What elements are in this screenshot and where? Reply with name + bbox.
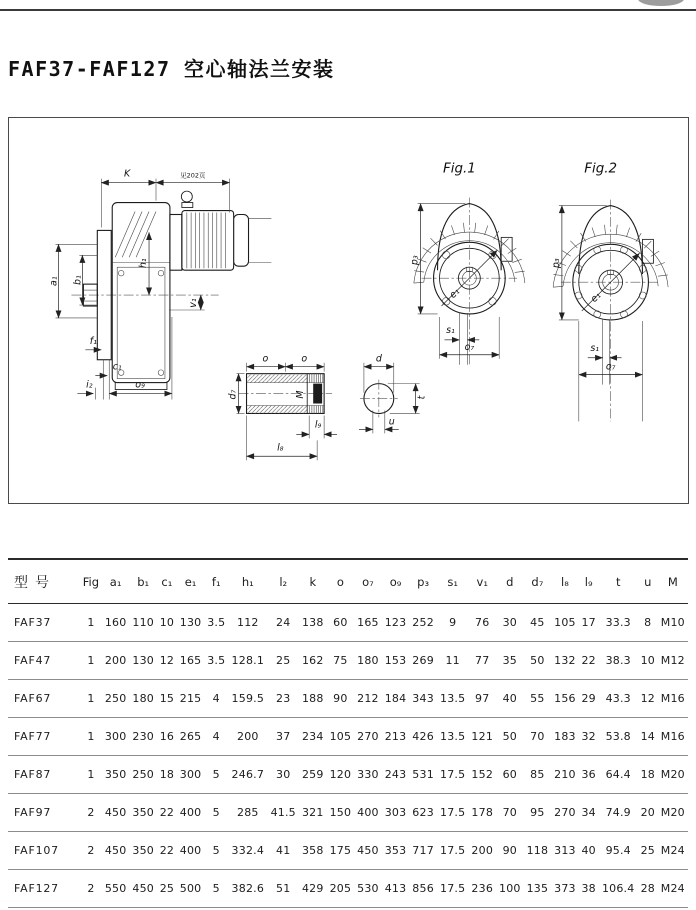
- value-cell: 243: [382, 756, 410, 794]
- col-header-19: l₉: [579, 559, 599, 604]
- dim-label-u: u: [388, 416, 395, 428]
- dim-label-l9: l₉: [314, 419, 322, 431]
- value-cell: 36: [579, 756, 599, 794]
- value-cell: 13.5: [437, 680, 469, 718]
- value-cell: 74.9: [599, 794, 638, 832]
- value-cell: 2: [80, 832, 102, 870]
- value-cell: 135: [524, 870, 552, 908]
- value-cell: 1: [80, 718, 102, 756]
- value-cell: 212: [354, 680, 382, 718]
- table-row: [8, 680, 688, 718]
- value-cell: 180: [129, 680, 157, 718]
- col-header-1: Fig: [80, 559, 102, 604]
- dim-label-p3-fig1: p₃: [409, 255, 421, 266]
- value-cell: 16: [157, 718, 177, 756]
- value-cell: 313: [551, 832, 579, 870]
- value-cell: 450: [354, 832, 382, 870]
- dim-label-i2: i₂: [86, 379, 93, 391]
- value-cell: 205: [327, 870, 355, 908]
- value-cell: 22: [579, 642, 599, 680]
- fig1-label: Fig.1: [443, 161, 476, 177]
- value-cell: 150: [327, 794, 355, 832]
- value-cell: 34: [579, 794, 599, 832]
- value-cell: 200: [468, 832, 496, 870]
- table-row: [8, 756, 688, 794]
- value-cell: 100: [496, 870, 524, 908]
- value-cell: 41: [267, 832, 299, 870]
- page-title: FAF37-FAF127 空心轴法兰安装: [8, 57, 335, 81]
- value-cell: 17.5: [437, 794, 469, 832]
- value-cell: 250: [102, 680, 130, 718]
- value-cell: 165: [177, 642, 205, 680]
- value-cell: 64.4: [599, 756, 638, 794]
- value-cell: 32: [579, 718, 599, 756]
- value-cell: 23: [267, 680, 299, 718]
- col-header-12: o₉: [382, 559, 410, 604]
- col-header-9: k: [299, 559, 327, 604]
- value-cell: 11: [437, 642, 469, 680]
- value-cell: 17.5: [437, 832, 469, 870]
- col-header-3: b₁: [129, 559, 157, 604]
- value-cell: 40: [579, 832, 599, 870]
- value-cell: M12: [658, 642, 688, 680]
- value-cell: 165: [354, 604, 382, 642]
- value-cell: 60: [496, 756, 524, 794]
- value-cell: 358: [299, 832, 327, 870]
- value-cell: 123: [382, 604, 410, 642]
- value-cell: 105: [551, 604, 579, 642]
- value-cell: 450: [102, 832, 130, 870]
- value-cell: 18: [638, 756, 658, 794]
- value-cell: 50: [524, 642, 552, 680]
- value-cell: 156: [551, 680, 579, 718]
- dim-label-t: t: [416, 395, 428, 400]
- col-header-10: o: [327, 559, 355, 604]
- side-view-drawing: [49, 169, 272, 400]
- value-cell: 623: [409, 794, 437, 832]
- table-row: [8, 718, 688, 756]
- value-cell: 40: [496, 680, 524, 718]
- table-row: [8, 604, 688, 642]
- col-header-15: v₁: [468, 559, 496, 604]
- value-cell: M10: [658, 604, 688, 642]
- keyway-section: [359, 354, 428, 434]
- value-cell: M16: [658, 718, 688, 756]
- value-cell: 426: [409, 718, 437, 756]
- model-cell: FAF77: [8, 718, 80, 756]
- value-cell: M16: [658, 680, 688, 718]
- value-cell: 269: [409, 642, 437, 680]
- value-cell: 60: [327, 604, 355, 642]
- value-cell: 350: [102, 756, 130, 794]
- value-cell: 121: [468, 718, 496, 756]
- model-cell: FAF97: [8, 794, 80, 832]
- value-cell: 175: [327, 832, 355, 870]
- value-cell: 321: [299, 794, 327, 832]
- value-cell: 90: [496, 832, 524, 870]
- value-cell: 353: [382, 832, 410, 870]
- value-cell: 132: [551, 642, 579, 680]
- value-cell: 70: [524, 718, 552, 756]
- value-cell: 200: [228, 718, 267, 756]
- value-cell: 3.5: [204, 642, 228, 680]
- model-cell: FAF37: [8, 604, 80, 642]
- model-cell: FAF87: [8, 756, 80, 794]
- col-header-21: u: [638, 559, 658, 604]
- value-cell: 4: [204, 718, 228, 756]
- value-cell: 128.1: [228, 642, 267, 680]
- value-cell: 265: [177, 718, 205, 756]
- value-cell: 138: [299, 604, 327, 642]
- dim-label-k: K: [124, 168, 131, 180]
- col-header-11: o₇: [354, 559, 382, 604]
- value-cell: 38.3: [599, 642, 638, 680]
- dim-label-a1: a₁: [48, 276, 60, 286]
- value-cell: 1: [80, 680, 102, 718]
- publisher-logo-icon: [638, 0, 684, 6]
- dim-label-b1: b₁: [72, 275, 84, 286]
- value-cell: 120: [327, 756, 355, 794]
- value-cell: M20: [658, 756, 688, 794]
- dim-label-l8: l₈: [277, 442, 284, 454]
- value-cell: 12: [638, 680, 658, 718]
- value-cell: 9: [437, 604, 469, 642]
- value-cell: 3.5: [204, 604, 228, 642]
- dim-label-o7-fig1: o₇: [464, 341, 475, 353]
- value-cell: 343: [409, 680, 437, 718]
- value-cell: 1: [80, 604, 102, 642]
- value-cell: 95: [524, 794, 552, 832]
- value-cell: 1: [80, 756, 102, 794]
- value-cell: 18: [157, 756, 177, 794]
- value-cell: 215: [177, 680, 205, 718]
- dimension-table: [8, 558, 688, 908]
- table-row: [8, 642, 688, 680]
- value-cell: 259: [299, 756, 327, 794]
- value-cell: 10: [638, 642, 658, 680]
- value-cell: 270: [354, 718, 382, 756]
- col-header-0: 型号: [8, 559, 80, 604]
- col-header-14: s₁: [437, 559, 469, 604]
- value-cell: 95.4: [599, 832, 638, 870]
- value-cell: 70: [496, 794, 524, 832]
- value-cell: M24: [658, 832, 688, 870]
- dim-label-s1-fig1: s₁: [446, 324, 455, 336]
- value-cell: 332.4: [228, 832, 267, 870]
- col-header-22: M: [658, 559, 688, 604]
- value-cell: 25: [157, 870, 177, 908]
- value-cell: 250: [129, 756, 157, 794]
- value-cell: 75: [327, 642, 355, 680]
- value-cell: 22: [157, 794, 177, 832]
- value-cell: 400: [177, 832, 205, 870]
- model-cell: FAF107: [8, 832, 80, 870]
- value-cell: 17.5: [437, 756, 469, 794]
- value-cell: 130: [129, 642, 157, 680]
- dim-label-e1-fig1: e₁: [447, 286, 463, 301]
- value-cell: 25: [267, 642, 299, 680]
- value-cell: 76: [468, 604, 496, 642]
- housing-ribs: [115, 212, 156, 258]
- table-row: [8, 794, 688, 832]
- value-cell: 856: [409, 870, 437, 908]
- value-cell: 550: [102, 870, 130, 908]
- value-cell: 1: [80, 642, 102, 680]
- value-cell: 530: [354, 870, 382, 908]
- value-cell: 400: [354, 794, 382, 832]
- header-row: [8, 559, 688, 604]
- col-header-16: d: [496, 559, 524, 604]
- hollow-shaft-detail: [228, 354, 337, 460]
- value-cell: 178: [468, 794, 496, 832]
- model-cell: FAF47: [8, 642, 80, 680]
- col-header-5: e₁: [177, 559, 205, 604]
- value-cell: 162: [299, 642, 327, 680]
- value-cell: 160: [102, 604, 130, 642]
- col-header-2: a₁: [102, 559, 130, 604]
- value-cell: 252: [409, 604, 437, 642]
- value-cell: 14: [638, 718, 658, 756]
- value-cell: 106.4: [599, 870, 638, 908]
- value-cell: 303: [382, 794, 410, 832]
- value-cell: 45: [524, 604, 552, 642]
- value-cell: 24: [267, 604, 299, 642]
- value-cell: 350: [129, 794, 157, 832]
- fig2-label: Fig.2: [584, 161, 618, 177]
- value-cell: 5: [204, 832, 228, 870]
- value-cell: 188: [299, 680, 327, 718]
- value-cell: 10: [157, 604, 177, 642]
- value-cell: 2: [80, 870, 102, 908]
- table-row: [8, 870, 688, 908]
- value-cell: 118: [524, 832, 552, 870]
- value-cell: M24: [658, 870, 688, 908]
- value-cell: 234: [299, 718, 327, 756]
- value-cell: 184: [382, 680, 410, 718]
- value-cell: 30: [267, 756, 299, 794]
- value-cell: 350: [129, 832, 157, 870]
- value-cell: 300: [102, 718, 130, 756]
- value-cell: 400: [177, 794, 205, 832]
- fig2-front-view: [551, 162, 668, 422]
- value-cell: 5: [204, 870, 228, 908]
- value-cell: 500: [177, 870, 205, 908]
- dim-label-h1: h₁: [138, 258, 150, 269]
- value-cell: 5: [204, 794, 228, 832]
- value-cell: 25: [638, 832, 658, 870]
- value-cell: 17.5: [437, 870, 469, 908]
- motor-fins: [187, 213, 225, 269]
- value-cell: 159.5: [228, 680, 267, 718]
- value-cell: 200: [102, 642, 130, 680]
- col-header-20: t: [599, 559, 638, 604]
- col-header-17: d₇: [524, 559, 552, 604]
- dim-label-f1: f₁: [89, 335, 97, 347]
- value-cell: 246.7: [228, 756, 267, 794]
- col-header-13: p₃: [409, 559, 437, 604]
- model-cell: FAF67: [8, 680, 80, 718]
- model-cell: FAF127: [8, 870, 80, 908]
- value-cell: 153: [382, 642, 410, 680]
- value-cell: 285: [228, 794, 267, 832]
- dim-label-c1: c₁: [112, 361, 122, 373]
- value-cell: 77: [468, 642, 496, 680]
- value-cell: 53.8: [599, 718, 638, 756]
- dim-label-m: M: [295, 390, 307, 399]
- dim-label-see-page: 见202页: [180, 171, 206, 180]
- value-cell: 30: [496, 604, 524, 642]
- value-cell: 236: [468, 870, 496, 908]
- value-cell: 90: [327, 680, 355, 718]
- value-cell: 429: [299, 870, 327, 908]
- value-cell: 2: [80, 794, 102, 832]
- top-rule: [0, 9, 696, 11]
- value-cell: 210: [551, 756, 579, 794]
- value-cell: 12: [157, 642, 177, 680]
- value-cell: 13.5: [437, 718, 469, 756]
- dim-label-o-right: o: [301, 353, 308, 365]
- value-cell: 112: [228, 604, 267, 642]
- value-cell: 35: [496, 642, 524, 680]
- dim-label-o-left: o: [262, 353, 269, 365]
- value-cell: 105: [327, 718, 355, 756]
- fig1-front-view: [410, 162, 525, 367]
- table-row: [8, 832, 688, 870]
- col-header-6: f₁: [204, 559, 228, 604]
- value-cell: 413: [382, 870, 410, 908]
- value-cell: 22: [157, 832, 177, 870]
- dim-label-o9: o₉: [135, 379, 145, 391]
- value-cell: 8: [638, 604, 658, 642]
- value-cell: 4: [204, 680, 228, 718]
- value-cell: 270: [551, 794, 579, 832]
- value-cell: 85: [524, 756, 552, 794]
- value-cell: 152: [468, 756, 496, 794]
- value-cell: 373: [551, 870, 579, 908]
- value-cell: 5: [204, 756, 228, 794]
- value-cell: 183: [551, 718, 579, 756]
- value-cell: 382.6: [228, 870, 267, 908]
- value-cell: 28: [638, 870, 658, 908]
- dim-label-p3-fig2: p₃: [550, 258, 562, 269]
- value-cell: 43.3: [599, 680, 638, 718]
- value-cell: 97: [468, 680, 496, 718]
- value-cell: 55: [524, 680, 552, 718]
- value-cell: 230: [129, 718, 157, 756]
- technical-drawing: [8, 117, 689, 504]
- value-cell: 37: [267, 718, 299, 756]
- value-cell: 180: [354, 642, 382, 680]
- value-cell: 17: [579, 604, 599, 642]
- value-cell: 531: [409, 756, 437, 794]
- dim-label-d: d: [375, 353, 382, 365]
- value-cell: 41.5: [267, 794, 299, 832]
- dim-label-e1-fig2: e₁: [588, 290, 604, 305]
- value-cell: 50: [496, 718, 524, 756]
- dim-label-o7-fig2: o₇: [605, 361, 616, 373]
- value-cell: 33.3: [599, 604, 638, 642]
- value-cell: 15: [157, 680, 177, 718]
- value-cell: 213: [382, 718, 410, 756]
- col-header-8: l₂: [267, 559, 299, 604]
- dim-label-d7: d₇: [227, 389, 239, 400]
- value-cell: 717: [409, 832, 437, 870]
- value-cell: 130: [177, 604, 205, 642]
- value-cell: 110: [129, 604, 157, 642]
- value-cell: 330: [354, 756, 382, 794]
- col-header-7: h₁: [228, 559, 267, 604]
- dim-label-v1: v₁: [187, 298, 199, 308]
- value-cell: 29: [579, 680, 599, 718]
- value-cell: 51: [267, 870, 299, 908]
- value-cell: M20: [658, 794, 688, 832]
- col-header-18: l₈: [551, 559, 579, 604]
- value-cell: 300: [177, 756, 205, 794]
- value-cell: 450: [129, 870, 157, 908]
- value-cell: 450: [102, 794, 130, 832]
- value-cell: 20: [638, 794, 658, 832]
- dim-label-s1-fig2: s₁: [590, 342, 600, 354]
- col-header-4: c₁: [157, 559, 177, 604]
- value-cell: 38: [579, 870, 599, 908]
